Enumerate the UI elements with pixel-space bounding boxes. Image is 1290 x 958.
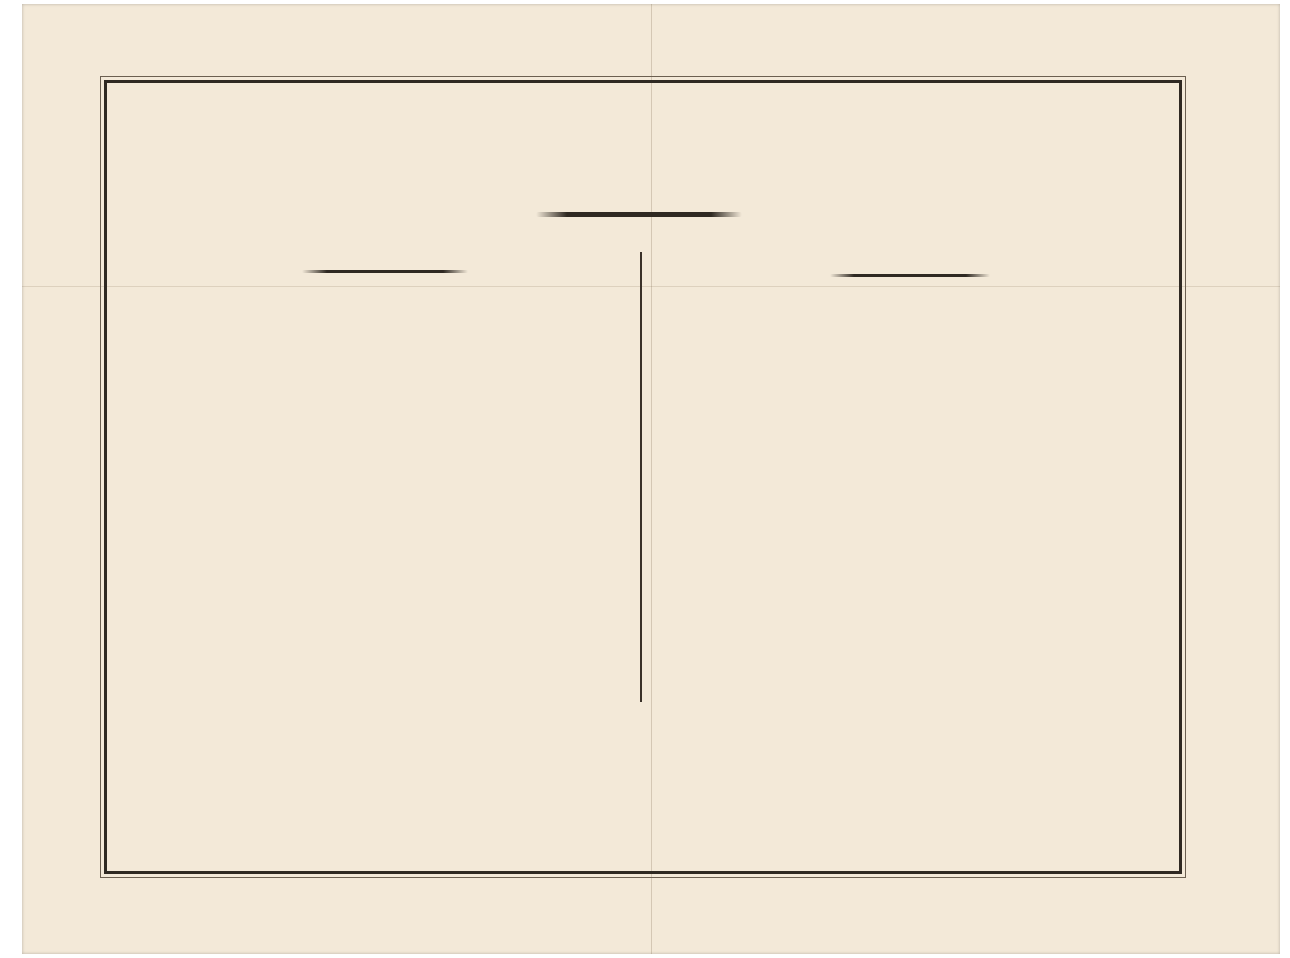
title-ornament	[536, 212, 742, 217]
printed-border	[104, 80, 1182, 874]
column-divider	[640, 252, 642, 702]
cargo-ornament	[302, 270, 468, 273]
empleo-ornament	[830, 274, 990, 277]
ornamental-initial	[618, 96, 664, 142]
